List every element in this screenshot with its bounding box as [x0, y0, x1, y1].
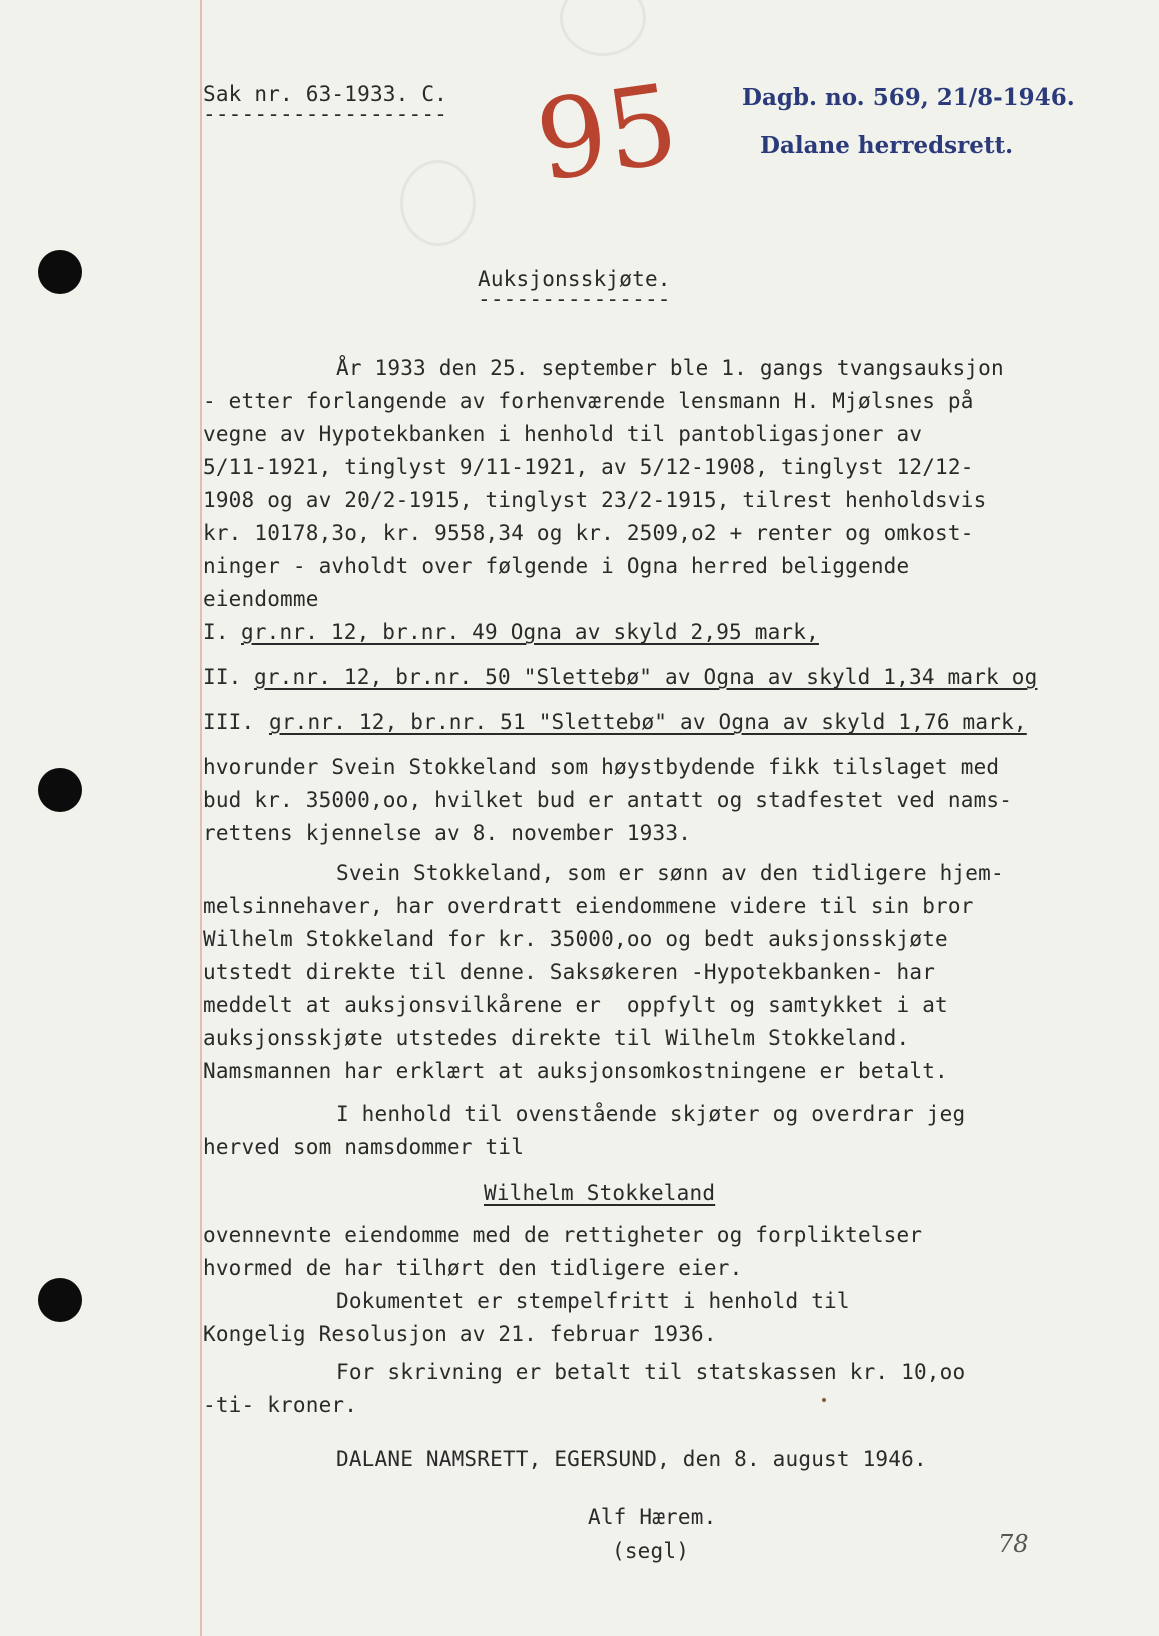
paragraph-line: Namsmannen har erklært at auksjonsomkostningene er betalt. — [203, 1059, 948, 1083]
margin-line — [200, 0, 202, 1636]
journal-stamp: Dagb. no. 569, 21/8-1946. — [742, 84, 1075, 111]
document-title: Auksjonsskjøte. — [478, 267, 671, 291]
paragraph-line: For skrivning er betalt til statskassen kr. 10,oo — [336, 1360, 966, 1384]
ink-speck — [822, 1398, 826, 1402]
paragraph-line: Wilhelm Stokkeland for kr. 35000,oo og bedt auksjonsskjøte — [203, 927, 948, 951]
punch-hole — [38, 250, 82, 294]
punch-hole — [38, 768, 82, 812]
case-number: Sak nr. 63-1933. C. — [203, 82, 448, 106]
paragraph-line: Svein Stokkeland, som er sønn av den tidligere hjem- — [336, 861, 1004, 885]
signatory-name: Alf Hærem. — [588, 1505, 717, 1529]
property-description: gr.nr. 12, br.nr. 51 "Slettebø" av Ogna av skyld 1,76 mark, — [269, 710, 1027, 734]
case-number-underline: ------------------- — [203, 102, 448, 126]
grantee-name: Wilhelm Stokkeland — [484, 1181, 716, 1205]
paragraph-line: ninger - avholdt over følgende i Ogna herred beliggende — [203, 554, 910, 578]
paragraph-line: - etter forlangende av forhenværende lensmann H. Mjølsnes på — [203, 389, 974, 413]
paragraph-line: I henhold til ovenstående skjøter og overdrar jeg — [336, 1102, 966, 1126]
property-number: II. — [203, 665, 242, 689]
paragraph-line: melsinnehaver, har overdratt eiendommene videre til sin bror — [203, 894, 974, 918]
paragraph-line: bud kr. 35000,oo, hvilket bud er antatt og stadfestet ved nams- — [203, 788, 1013, 812]
paragraph-line: 5/11-1921, tinglyst 9/11-1921, av 5/12-1908, tinglyst 12/12- — [203, 455, 974, 479]
paragraph-line: hvorunder Svein Stokkeland som høystbydende fikk tilslaget med — [203, 755, 1000, 779]
paragraph-line: hvormed de har tilhørt den tidligere eier. — [203, 1256, 743, 1280]
title-underline: --------------- — [478, 287, 671, 311]
property-number: III. — [203, 710, 255, 734]
paragraph-line: meddelt at auksjonsvilkårene er oppfylt og samtykket i at — [203, 993, 948, 1017]
paragraph-line: utstedt direkte til denne. Saksøkeren -Hypotekbanken- har — [203, 960, 936, 984]
paragraph-line: 1908 og av 20/2-1915, tinglyst 23/2-1915, tilrest henholdsvis — [203, 488, 987, 512]
paragraph-line: herved som namsdommer til — [203, 1135, 525, 1159]
punch-hole — [38, 1278, 82, 1322]
paragraph-line: Kongelig Resolusjon av 21. februar 1936. — [203, 1322, 717, 1346]
paragraph-line: År 1933 den 25. september ble 1. gangs tvangsauksjon — [336, 356, 1004, 380]
property-number: I. — [203, 620, 229, 644]
paragraph-line: ovennevnte eiendomme med de rettigheter og forpliktelser — [203, 1223, 923, 1247]
paragraph-line: kr. 10178,3o, kr. 9558,34 og kr. 2509,o2 + renter og omkost- — [203, 521, 974, 545]
paragraph-line: eiendomme — [203, 587, 319, 611]
paragraph-line: Dokumentet er stempelfritt i henhold til — [336, 1289, 850, 1313]
seal-notation: (segl) — [612, 1539, 690, 1563]
property-description: gr.nr. 12, br.nr. 49 Ogna av skyld 2,95 mark, — [241, 620, 819, 644]
paragraph-line: vegne av Hypotekbanken i henhold til pantobligasjoner av — [203, 422, 923, 446]
bleed-through-mark — [560, 0, 646, 56]
court-stamp: Dalane herredsrett. — [760, 132, 1014, 159]
place-and-date: DALANE NAMSRETT, EGERSUND, den 8. august 1946. — [336, 1447, 927, 1471]
paragraph-line: -ti- kroner. — [203, 1393, 358, 1417]
bleed-through-mark — [400, 160, 476, 246]
paragraph-line: rettens kjennelse av 8. november 1933. — [203, 821, 692, 845]
pencil-note: 78 — [998, 1530, 1029, 1558]
paragraph-line: auksjonsskjøte utstedes direkte til Wilhelm Stokkeland. — [203, 1026, 910, 1050]
handwritten-page-number: 95 — [528, 59, 686, 206]
property-description: gr.nr. 12, br.nr. 50 "Slettebø" av Ogna av skyld 1,34 mark og — [254, 665, 1038, 689]
